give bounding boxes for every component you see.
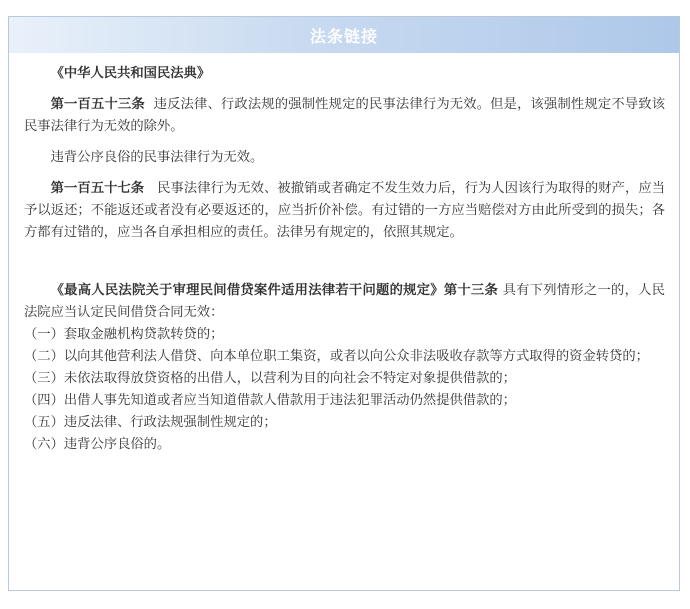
spc-rules-paragraph bbox=[24, 280, 665, 324]
box-header bbox=[9, 17, 679, 53]
list-item: （一）套取金融机构贷款转贷的； bbox=[24, 327, 224, 342]
list-item: （三）未依法取得放贷资格的出借人，以营利为目的向社会不特定对象提供借款的； bbox=[24, 371, 516, 386]
header-title: 法条链接 bbox=[309, 26, 378, 46]
law-link-box bbox=[8, 16, 680, 591]
article-153-label: 第一百五十三条 bbox=[50, 97, 145, 112]
article-153-paragraph-1 bbox=[24, 94, 665, 138]
article-153-text: 违反法律、行政法规的强制性规定的民事法律行为无效。但是，该强制性规定不导致该民事法律行为无效的除外。 bbox=[24, 97, 666, 134]
spc-rules-title: 《最高人民法院关于审理民间借贷案件适用法律若干问题的规定》第十三条 bbox=[50, 283, 499, 298]
spc-rules-intro: 具有下列情形之一的，人民法院应当认定民间借贷合同无效： bbox=[24, 283, 666, 320]
list-item: （二）以向其他营利法人借贷、向本单位职工集资，或者以向公众非法吸收存款等方式取得的资金转贷的； bbox=[24, 349, 649, 364]
list-item: （四）出借人事先知道或者应当知道借款人借款用于违法犯罪活动仍然提供借款的； bbox=[24, 393, 516, 408]
civil-code-title: 《中华人民共和国民法典》 bbox=[50, 66, 211, 81]
article-157-label: 第一百五十七条 bbox=[50, 181, 145, 196]
article-157-paragraph bbox=[24, 178, 665, 244]
list-item: （五）违反法律、行政法规强制性规定的； bbox=[24, 415, 277, 430]
article-157-text: 民事法律行为无效、被撤销或者确定不发生效力后，行为人因该行为取得的财产，应当予以返还；不能返还或者没有必要返还的，应当折价补偿。有过错的一方应当赔偿对方由此所受到的损失；各方都有过错的，应当各自承担相应的责任。法律另有规定的，依照其规定。 bbox=[24, 181, 666, 240]
box-content bbox=[9, 53, 679, 456]
list-item: （六）违背公序良俗的。 bbox=[24, 437, 171, 452]
article-153-paragraph-2: 违背公序良俗的民事法律行为无效。 bbox=[50, 150, 264, 165]
